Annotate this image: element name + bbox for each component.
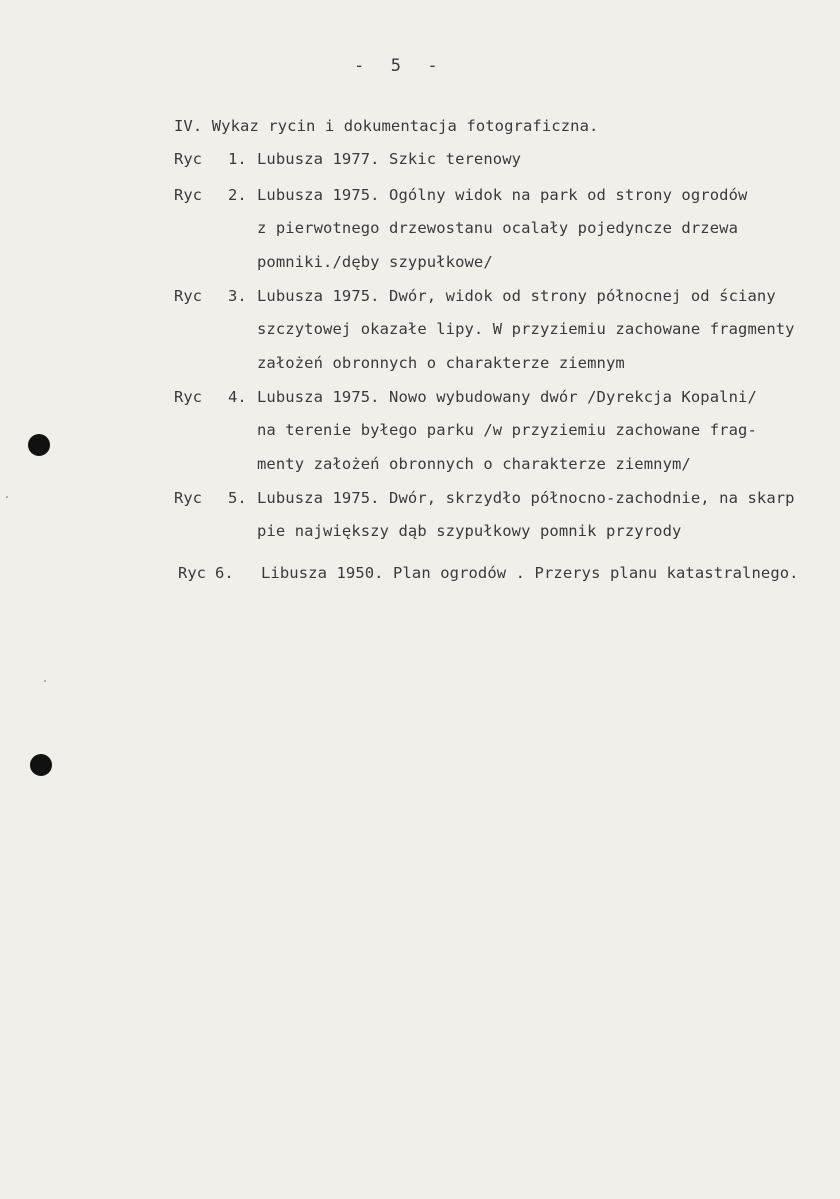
punch-hole (28, 434, 50, 456)
entry-label: Ryc (174, 150, 202, 168)
entry-label: Ryc (178, 564, 206, 582)
page-number: - 5 - (354, 56, 440, 76)
entry-label: Ryc (174, 287, 202, 305)
entry-text-line: z pierwotnego drzewostanu ocalały pojedyncze drzewa (257, 219, 739, 237)
entry-text-line: założeń obronnych o charakterze ziemnym (257, 354, 625, 372)
paper-speck (6, 496, 8, 498)
entry-number: 1. (228, 150, 247, 168)
entry-label: Ryc (174, 186, 202, 204)
entry-text-line: szczytowej okazałe lipy. W przyziemiu zachowane fragmenty (257, 320, 795, 338)
section-heading: IV. Wykaz rycin i dokumentacja fotograficzna. (174, 117, 599, 135)
paper-speck (44, 680, 46, 682)
entry-text-line: Lubusza 1975. Ogólny widok na park od strony ogrodów (257, 186, 748, 204)
entry-text-line: pomniki./dęby szypułkowe/ (257, 253, 493, 271)
entry-text-line: Lubusza 1975. Dwór, skrzydło północno-zachodnie, na skarp (257, 489, 795, 507)
entry-text-line: Libusza 1950. Plan ogrodów . Przerys planu katastralnego. (261, 564, 799, 582)
punch-hole (30, 754, 52, 776)
entry-number: 6. (215, 564, 234, 582)
entry-label: Ryc (174, 388, 202, 406)
entry-text-line: menty założeń obronnych o charakterze ziemnym/ (257, 455, 691, 473)
entry-text-line: Lubusza 1977. Szkic terenowy (257, 150, 522, 168)
entry-number: 4. (228, 388, 247, 406)
entry-number: 2. (228, 186, 247, 204)
entry-text-line: pie największy dąb szypułkowy pomnik przyrody (257, 522, 682, 540)
entry-number: 3. (228, 287, 247, 305)
entry-label: Ryc (174, 489, 202, 507)
entry-text-line: Lubusza 1975. Nowo wybudowany dwór /Dyrekcja Kopalni/ (257, 388, 757, 406)
entry-text-line: Lubusza 1975. Dwór, widok od strony północnej od ściany (257, 287, 776, 305)
entry-text-line: na terenie byłego parku /w przyziemiu zachowane frag- (257, 421, 757, 439)
entry-number: 5. (228, 489, 247, 507)
